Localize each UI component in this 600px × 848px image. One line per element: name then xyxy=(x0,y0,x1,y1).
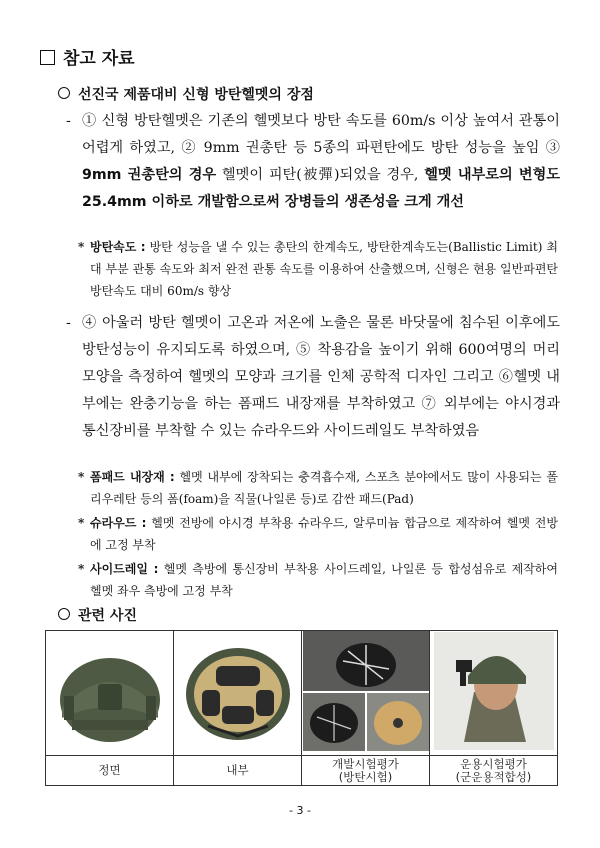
paragraph-1: - ① 신형 방탄헬멧은 기존의 헬멧보다 방탄 속도를 60m/s 이상 높여서 관통이 어렵게 하였고, ② 9mm 권총탄 등 5종의 파편탄에도 방탄 성능을 높임 ③ 9mm 권총탄의 경우 헬멧이 피탄(被彈)되었을 경우, 헬멧 내부로의 변형도 25.4mm 이하로 개발함으로써 장병들의 생존성을 크게 개선 xyxy=(82,108,560,216)
circle-bullet-icon xyxy=(58,608,70,620)
ballistic-test-image xyxy=(303,631,429,751)
page-number: - 3 - xyxy=(289,804,311,817)
section-heading-advantages: 선진국 제품대비 신형 방탄헬멧의 장점 xyxy=(58,84,314,104)
section-heading-photos: 관련 사진 xyxy=(58,605,137,625)
dash-bullet: - xyxy=(66,315,71,331)
bold-text-deformation: 헬멧 내부로의 변형도 25.4mm 이하로 개발함으로써 장병들의 생존성을 크게 개선 xyxy=(82,167,560,210)
bold-text-9mm: 9mm 권총탄의 경우 xyxy=(82,167,217,183)
note-shroud: * 슈라우드 : 헬멧 전방에 야시경 부착용 슈라우드, 알루미늄 합금으로 제작하여 헬멧 전방에 고정 부착 xyxy=(78,516,558,552)
note-side-rail: * 사이드레일 : 헬멧 측방에 통신장비 부착용 사이드레일, 나일론 등 합성섬유로 제작하여 헬멧 좌우 측방에 고정 부착 xyxy=(78,562,558,598)
dash-bullet: - xyxy=(66,113,71,129)
photo-dev-test xyxy=(302,631,430,756)
note-ballistic-speed: * 방탄속도 : 방탄 성능을 낼 수 있는 총탄의 한계속도, 방탄한계속도는(Ballistic Limit) 최대 부분 관통 속도와 최저 완전 관통 속도를 이용하여 산출했으며, 신형은 현용 일반파편탄 방탄속도 대비 60m/s 향상 xyxy=(90,236,558,302)
paragraph-2: - ④ 아울러 방탄 헬멧이 고온과 저온에 노출은 물론 바닷물에 침수된 이후에도 방탄성능이 유지되도록 하였으며, ⑤ 착용감을 높이기 위해 600여명의 머리 모양을 측정하여 헬멧의 모양과 크기를 인체 공학적 디자인 그리고 ⑥헬멧 내부에는 완충기능을 하는 폼패드 내장재를 부착하였고 ⑦ 외부에는 야시경과 통신장비를 부착할 수 있는 슈라우드와 사이드레일도 부착하였음 xyxy=(82,310,560,445)
square-bullet-icon xyxy=(40,50,55,65)
photo-table xyxy=(45,630,558,786)
photo-front xyxy=(46,631,174,756)
helmet-interior-image xyxy=(178,636,298,746)
photo-interior xyxy=(174,631,302,756)
caption-front: 정면 xyxy=(46,756,174,786)
soldier-helmet-image xyxy=(434,632,554,750)
caption-interior: 내부 xyxy=(174,756,302,786)
photo-operational-test xyxy=(430,631,558,756)
helmet-front-image xyxy=(50,636,170,746)
note-foam-pad: * 폼패드 내장재 : 헬멧 내부에 장착되는 충격흡수재, 스포츠 분야에서도 많이 사용되는 폴리우레탄 등의 폼(foam)을 직물(나일론 등)로 감싼 패드(Pad) xyxy=(78,470,558,506)
caption-operational-test: 운용시험평가 (군운용적합성) xyxy=(430,756,558,786)
caption-dev-test: 개발시험평가 (방탄시험) xyxy=(302,756,430,786)
circle-bullet-icon xyxy=(58,87,70,99)
asterisk-bullet: * xyxy=(78,240,85,254)
page-title: 참고 자료 xyxy=(40,44,135,69)
